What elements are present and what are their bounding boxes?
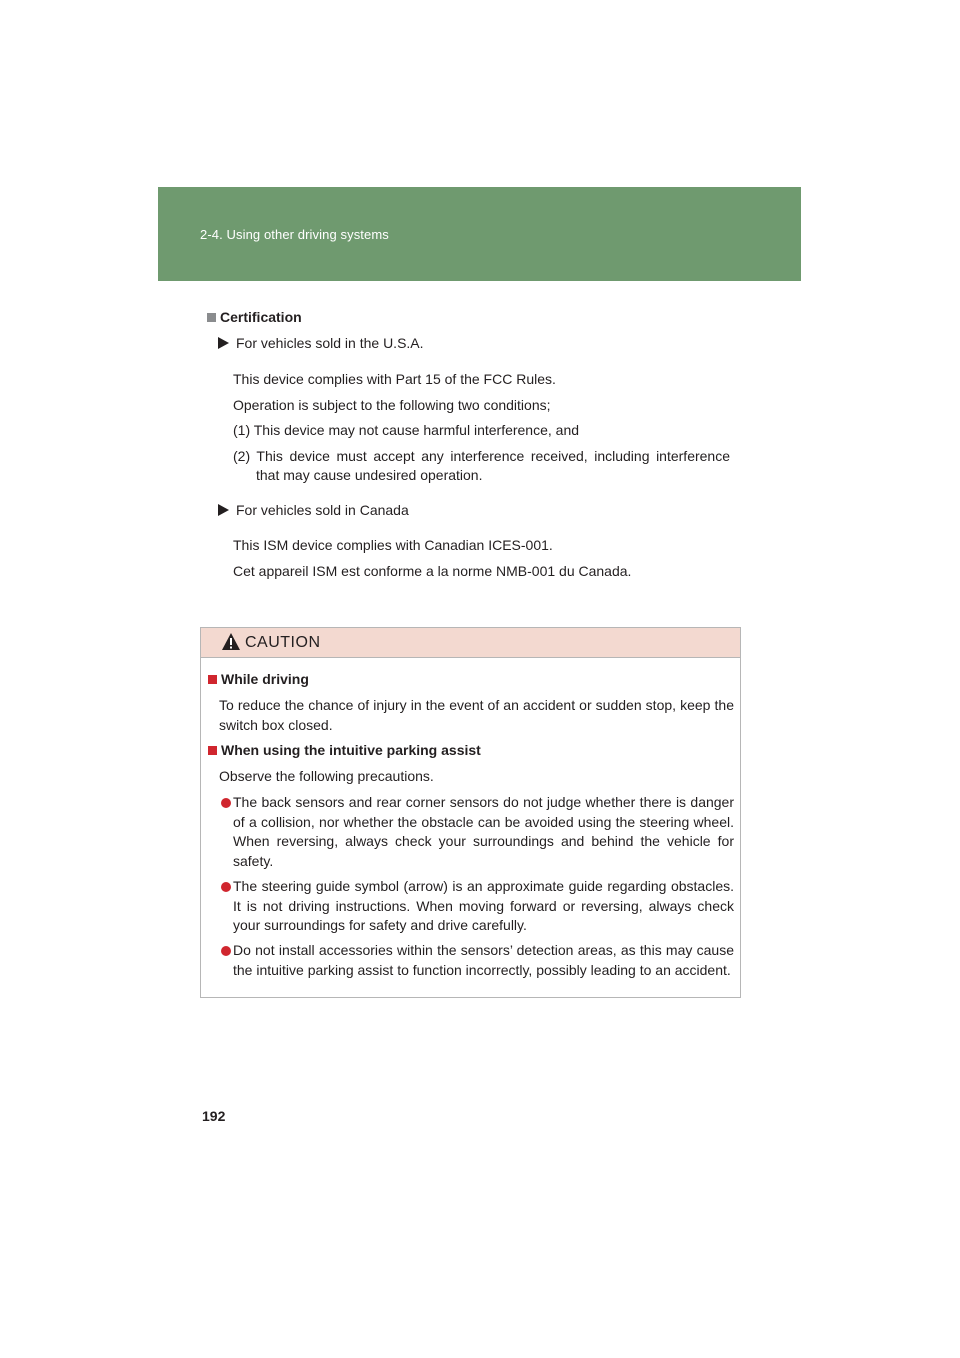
ices-compliance-text: This ISM device complies with Canadian ICES-001. xyxy=(233,537,553,553)
section-header-band xyxy=(158,187,801,281)
while-driving-heading: While driving xyxy=(208,671,309,687)
caution-box xyxy=(200,627,741,998)
triangle-bullet-icon xyxy=(218,504,229,516)
page-number: 192 xyxy=(202,1108,226,1124)
condition-2-text: (2) This device must accept any interference received, including interference xyxy=(233,448,730,464)
caution-title: CAUTION xyxy=(245,634,321,651)
conditions-intro-text: Operation is subject to the following two conditions; xyxy=(233,397,551,413)
triangle-bullet-icon xyxy=(218,337,229,349)
square-bullet-icon xyxy=(208,746,217,755)
square-bullet-icon xyxy=(207,313,216,322)
caution-header xyxy=(201,628,740,658)
fcc-compliance-text: This device complies with Part 15 of the FCC Rules. xyxy=(233,371,556,387)
condition-1-text: (1) This device may not cause harmful interference, and xyxy=(233,422,580,438)
condition-2-continued-text: that may cause undesired operation. xyxy=(256,467,483,483)
precaution-item: The steering guide symbol (arrow) is an approximate guide regarding obstacles. It is not driving instructions. When moving forward or reversing, always check your surroundings for safety and drive carefully. xyxy=(233,878,734,933)
precaution-item: Do not install accessories within the sensors’ detection areas, as this may cause the intuitive parking assist to function incorrectly, possibly leading to an accident. xyxy=(233,942,734,978)
certification-heading: Certification xyxy=(207,309,302,325)
while-driving-text: To reduce the chance of injury in the event of an accident or sudden stop, keep the switch box closed. xyxy=(219,697,734,733)
canada-label: For vehicles sold in Canada xyxy=(218,501,409,520)
usa-label: For vehicles sold in the U.S.A. xyxy=(218,334,424,353)
bullet-dot-icon xyxy=(221,882,231,892)
parking-assist-heading: When using the intuitive parking assist xyxy=(208,742,481,758)
square-bullet-icon xyxy=(208,675,217,684)
parking-assist-intro: Observe the following precautions. xyxy=(219,768,434,784)
bullet-dot-icon xyxy=(221,798,231,808)
section-title: 2-4. Using other driving systems xyxy=(200,227,389,242)
bullet-dot-icon xyxy=(221,946,231,956)
precaution-item: The back sensors and rear corner sensors do not judge whether there is danger of a collision, nor whether the obstacle can be avoided using the steering wheel. When reversing, always check your surroundings and behind the vehicle for safety. xyxy=(233,794,734,869)
warning-icon xyxy=(221,632,241,651)
nmb-compliance-text: Cet appareil ISM est conforme a la norme NMB-001 du Canada. xyxy=(233,563,632,579)
